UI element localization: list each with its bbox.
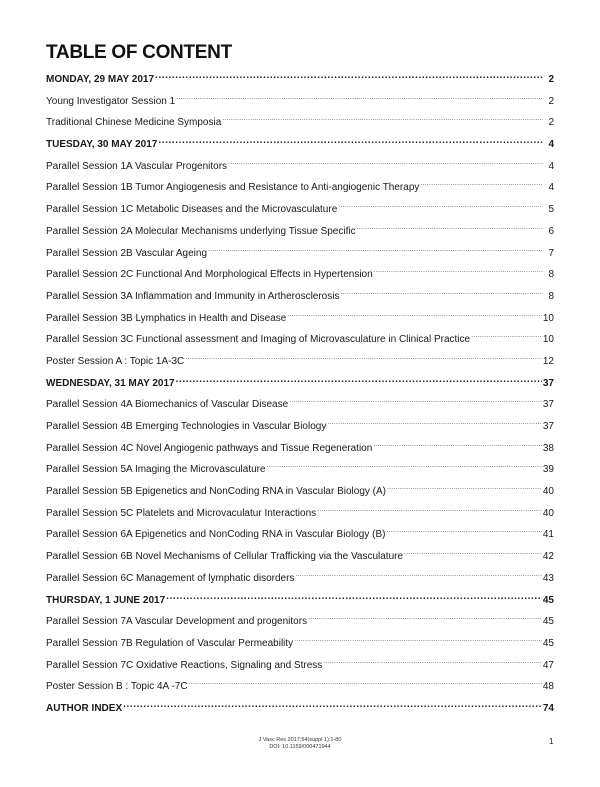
toc-entry-page: 45: [542, 616, 554, 628]
toc-entry[interactable]: [46, 200, 554, 222]
footer-citation: J Vasc Res 2017;54(suppl 1):1-80: [258, 737, 342, 743]
toc-entry-label: Parallel Session 5A Imaging the Microvasculature: [46, 464, 266, 476]
toc-entry-page: 4: [548, 139, 554, 151]
dot-leader: [338, 200, 543, 212]
dot-leader: [295, 569, 541, 581]
toc-entry-page: 10: [542, 334, 554, 346]
dot-leader: [176, 92, 543, 104]
toc-entry[interactable]: [46, 460, 554, 482]
toc-day-heading[interactable]: [46, 699, 554, 721]
toc-entry-page: 2: [548, 117, 554, 129]
dot-leader: [176, 374, 542, 386]
dot-leader: [387, 482, 542, 494]
toc-entry-label: Parallel Session 4B Emerging Technologies in Vascular Biology: [46, 421, 327, 432]
toc-entry-label: Parallel Session 2B Vascular Ageing: [46, 247, 208, 259]
dot-leader: [386, 525, 541, 537]
toc-entry-label: MONDAY, 29 MAY 2017: [46, 74, 155, 85]
toc-entry-label: AUTHOR INDEX: [46, 702, 123, 714]
toc-entry[interactable]: [46, 504, 554, 526]
toc-entry-page: 2: [548, 74, 554, 85]
dot-leader: [357, 222, 543, 234]
toc-entry-page: 12: [542, 355, 554, 367]
dot-leader: [208, 244, 543, 256]
toc-entry-page: 10: [542, 312, 554, 324]
toc-entry-page: 38: [542, 442, 554, 454]
footer-doi: DOI: 10.1159/000471944: [269, 744, 331, 750]
dot-leader: [340, 287, 543, 299]
toc-entry-page: 2: [548, 95, 554, 107]
dot-leader: [123, 699, 542, 711]
toc-entry-page: 74: [542, 702, 554, 714]
toc-entry-label: Parallel Session 7A Vascular Development and progenitors: [46, 616, 308, 628]
toc-entry[interactable]: [46, 525, 554, 547]
toc-entry[interactable]: [46, 287, 554, 309]
dot-leader: [317, 504, 542, 516]
toc-entry[interactable]: [46, 417, 554, 439]
toc-entry-label: Parallel Session 5B Epigenetics and NonCoding RNA in Vascular Biology (A): [46, 486, 386, 498]
dot-leader: [155, 70, 543, 82]
dot-leader: [166, 591, 542, 603]
toc-entry[interactable]: [46, 395, 554, 417]
toc-entry-page: 37: [542, 421, 554, 432]
toc-entry[interactable]: [46, 569, 554, 591]
toc-entry[interactable]: [46, 222, 554, 244]
toc-entry-page: 39: [542, 464, 554, 476]
toc-entry[interactable]: [46, 677, 554, 699]
toc-entry[interactable]: [46, 309, 554, 331]
table-of-contents: [46, 70, 554, 721]
dot-leader: [323, 656, 542, 668]
dot-leader: [404, 547, 542, 559]
dot-leader: [471, 330, 542, 342]
toc-entry-page: 41: [542, 529, 554, 541]
toc-entry-label: Young Investigator Session 1: [46, 95, 176, 107]
dot-leader: [327, 417, 542, 429]
toc-entry-label: THURSDAY, 1 JUNE 2017: [46, 594, 166, 606]
toc-entry-label: Traditional Chinese Medicine Symposia: [46, 117, 222, 129]
dot-leader: [308, 612, 542, 624]
toc-entry-page: 43: [542, 572, 554, 584]
toc-entry-page: 37: [542, 377, 554, 389]
toc-entry-label: Parallel Session 3B Lymphatics in Health and Disease: [46, 312, 287, 324]
toc-day-heading[interactable]: [46, 70, 554, 92]
toc-day-heading[interactable]: [46, 135, 554, 157]
toc-entry-label: WEDNESDAY, 31 MAY 2017: [46, 377, 175, 389]
toc-day-heading[interactable]: [46, 374, 554, 396]
toc-entry-page: 4: [548, 160, 554, 172]
toc-entry-label: Parallel Session 2A Molecular Mechanisms underlying Tissue Specific: [46, 225, 356, 237]
page-number: 1: [549, 737, 554, 746]
toc-entry[interactable]: [46, 92, 554, 114]
toc-entry-label: Parallel Session 6B Novel Mechanisms of Cellular Trafficking via the Vasculature: [46, 551, 404, 563]
toc-entry-page: 48: [542, 681, 554, 693]
toc-entry-page: 40: [542, 486, 554, 498]
toc-entry-label: Parallel Session 4C Novel Angiogenic pathways and Tissue Regeneration: [46, 442, 373, 454]
toc-entry[interactable]: [46, 178, 554, 200]
dot-leader: [228, 157, 543, 169]
toc-entry-label: Parallel Session 5C Platelets and Microvaculatur Interactions: [46, 507, 317, 519]
toc-entry-label: Parallel Session 3C Functional assessment and Imaging of Microvasculature in Clinical Practice: [46, 334, 471, 346]
dot-leader: [222, 113, 543, 125]
dot-leader: [287, 309, 542, 321]
toc-entry-label: Parallel Session 1C Metabolic Diseases and the Microvasculature: [46, 204, 338, 216]
page-title: TABLE OF CONTENT: [46, 42, 232, 63]
toc-entry[interactable]: [46, 265, 554, 287]
toc-entry-label: Parallel Session 6C Management of lymphatic disorders: [46, 572, 295, 584]
toc-entry[interactable]: [46, 113, 554, 135]
dot-leader: [185, 352, 542, 364]
dot-leader: [289, 395, 542, 407]
dot-leader: [420, 178, 543, 190]
toc-entry-page: 45: [542, 637, 554, 649]
toc-entry[interactable]: [46, 482, 554, 504]
toc-entry[interactable]: [46, 612, 554, 634]
dot-leader: [373, 439, 542, 451]
toc-entry[interactable]: [46, 157, 554, 179]
toc-entry-label: Parallel Session 2C Functional And Morphological Effects in Hypertension: [46, 269, 373, 281]
toc-entry[interactable]: [46, 352, 554, 374]
toc-entry-label: Parallel Session 1A Vascular Progenitors: [46, 160, 228, 172]
toc-entry-page: 7: [548, 247, 554, 259]
toc-entry-page: 6: [548, 225, 554, 237]
dot-leader: [294, 634, 542, 646]
dot-leader: [189, 677, 542, 689]
footer: [0, 737, 600, 751]
toc-entry-label: Poster Session A : Topic 1A-3C: [46, 355, 185, 367]
toc-entry[interactable]: [46, 439, 554, 461]
toc-entry-label: Parallel Session 7C Oxidative Reactions, Signaling and Stress: [46, 659, 323, 671]
toc-entry[interactable]: [46, 547, 554, 569]
toc-entry-page: 47: [542, 659, 554, 671]
toc-entry-label: Parallel Session 1B Tumor Angiogenesis and Resistance to Anti-angiogenic Therapy: [46, 182, 420, 194]
toc-entry-page: 40: [542, 507, 554, 519]
toc-entry[interactable]: [46, 656, 554, 678]
toc-entry-page: 5: [548, 204, 554, 216]
toc-entry-label: Poster Session B : Topic 4A -7C: [46, 681, 188, 693]
toc-entry-page: 42: [542, 551, 554, 563]
toc-entry-page: 45: [542, 594, 554, 606]
toc-entry[interactable]: [46, 634, 554, 656]
dot-leader: [374, 265, 543, 277]
toc-day-heading[interactable]: [46, 591, 554, 613]
toc-entry-label: Parallel Session 7B Regulation of Vascular Permeability: [46, 637, 294, 649]
toc-entry-page: 4: [548, 182, 554, 194]
toc-entry-page: 8: [548, 290, 554, 302]
toc-entry-label: Parallel Session 6A Epigenetics and NonCoding RNA in Vascular Biology (B): [46, 529, 386, 541]
toc-entry[interactable]: [46, 244, 554, 266]
toc-entry-page: 8: [548, 269, 554, 281]
toc-entry-label: Parallel Session 4A Biomechanics of Vascular Disease: [46, 399, 289, 411]
toc-entry[interactable]: [46, 330, 554, 352]
toc-entry-label: Parallel Session 3A Inflammation and Immunity in Artherosclerosis: [46, 290, 340, 302]
toc-entry-label: TUESDAY, 30 MAY 2017: [46, 139, 158, 151]
dot-leader: [267, 460, 542, 472]
dot-leader: [158, 135, 543, 147]
toc-entry-page: 37: [542, 399, 554, 411]
